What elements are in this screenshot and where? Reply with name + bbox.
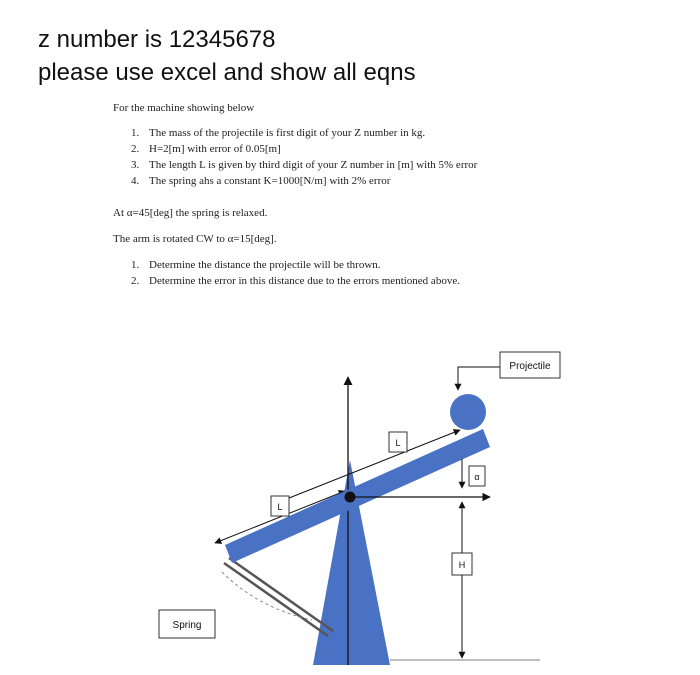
given-text: The spring ahs a constant K=1000[N/m] with 2% error [149,175,391,187]
given-num: 2. [131,143,140,155]
given-text: The mass of the projectile is first digit of your Z number in kg. [149,127,426,139]
spring-label: Spring [172,620,202,631]
projectile-ball [450,394,486,430]
rotated-statement: The arm is rotated CW to α=15[deg]. [113,233,277,245]
task-text: Determine the distance the projectile will be thrown. [149,259,381,271]
projectile-label: Projectile [509,361,551,372]
problem-intro: For the machine showing below [113,102,255,114]
given-num: 1. [131,127,140,139]
given-text: H=2[m] with error of 0.05[m] [149,143,281,155]
height-label: H [458,560,466,570]
alpha-label: α [474,472,480,482]
task-num: 1. [131,259,140,271]
spring-bar [224,563,328,636]
task-text: Determine the error in this distance due to the errors mentioned above. [149,275,460,287]
header-line-2: please use excel and show all eqns [38,59,416,86]
given-text: The length L is given by third digit of your Z number in [m] with 5% error [149,159,478,171]
relaxed-statement: At α=45[deg] the spring is relaxed. [113,207,268,219]
length-label-upper: L [395,438,401,448]
spring-bar [229,558,333,631]
spring-arc [222,572,312,620]
projectile-leader [458,367,500,390]
given-num: 4. [131,175,140,187]
length-label-lower: L [277,502,283,512]
header-line-1: z number is 12345678 [38,26,276,53]
task-num: 2. [131,275,140,287]
given-num: 3. [131,159,140,171]
